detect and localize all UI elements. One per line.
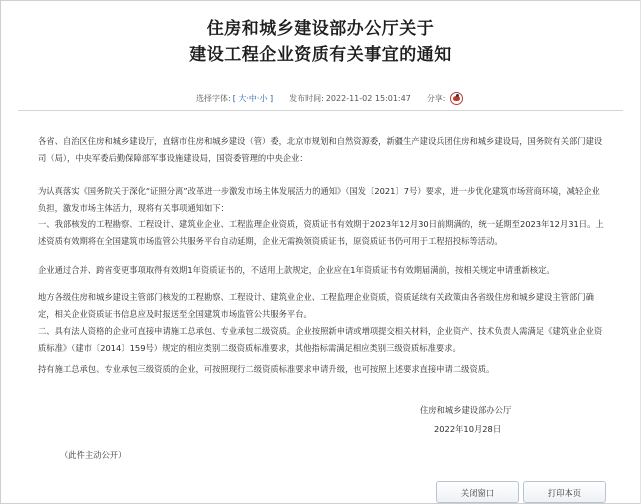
merger-paragraph: 企业通过合并、跨省变更事项取得有效期1年资质证书的，不适用上款规定，企业应在1年资质证书有效期届满前，按相关规定申请重新核定。 xyxy=(38,265,555,275)
publish-time-label: 发布时间: xyxy=(289,93,324,103)
share-label: 分享: xyxy=(426,93,446,103)
publish-time-value: 2022-11-02 15:01:47 xyxy=(325,93,411,103)
font-bracket-open: [ xyxy=(232,93,236,103)
item-two-paragraph: 二、具有法人资格的企业可直接申请施工总承包、专业承包二级资质。企业按照新申请或增项提交相关材料，企业资产、技术负责人需满足《建筑业企业资质标准》（建市〔2014〕159号）规定的相应类别二级资质标准要求，其他指标需满足相应类别三级资质标准要求。 xyxy=(38,326,603,353)
font-size-large-link[interactable]: 大 xyxy=(238,93,247,103)
font-size-selector xyxy=(233,93,273,104)
page-title-line-2: 建设工程企业资质有关事宜的通知 xyxy=(189,45,452,65)
font-bracket-close: ] xyxy=(270,93,274,103)
font-separator: · xyxy=(256,93,260,103)
local-authority-paragraph: 地方各级住房和城乡建设主管部门核发的工程勘察、工程设计、建筑业企业、工程监理企业资质，资质延续有关政策由各省级住房和城乡建设主管部门确定，相关企业资质证书信息应及时报送至全国建筑市场监管公共服务平台。 xyxy=(38,292,594,319)
addressees-paragraph: 各省、自治区住房和城乡建设厅，直辖市住房和城乡建设（管）委，北京市规划和自然资源委，新疆生产建设兵团住房和城乡建设局，国务院有关部门建设司（局），中央军委后勤保障部军事设施建设局，国资委管理的中央企业： xyxy=(38,136,603,163)
weibo-share-icon[interactable] xyxy=(450,92,463,105)
item-one-paragraph: 一、我部核发的工程勘察、工程设计、建筑业企业、工程监理企业资质，资质证书有效期于2023年12月30日前期满的，统一延期至2023年12月31日。上述资质有效期将在全国建筑市场监管公共服务平台自动延期，企业无需换领资质证书，原资质证书仍可用于工程招投标等活动。 xyxy=(38,219,604,246)
font-separator: · xyxy=(246,93,249,103)
print-page-button[interactable]: 打印本页 xyxy=(523,481,606,503)
font-size-label: 选择字体: xyxy=(196,93,231,103)
page-title-line-1: 住房和城乡建设部办公厅关于 xyxy=(206,19,435,39)
font-size-small-link[interactable]: 小 xyxy=(259,93,268,103)
close-window-button[interactable]: 关闭窗口 xyxy=(436,481,519,503)
upgrade-paragraph: 持有施工总承包、专业承包三级资质的企业，可按照现行二级资质标准要求申请升级，也可按照上述要求直接申请二级资质。 xyxy=(38,364,495,374)
public-disclosure-note: （此件主动公开） xyxy=(60,450,127,460)
font-size-medium-link[interactable]: 中 xyxy=(248,93,257,103)
article-meta xyxy=(196,91,463,105)
header-divider xyxy=(18,110,623,111)
issuer-signature: 住房和城乡建设部办公厅 xyxy=(420,405,512,415)
intro-paragraph: 为认真落实《国务院关于深化“证照分离”改革进一步激发市场主体发展活力的通知》（国发〔2021〕7号）要求，进一步优化建筑市场营商环境，减轻企业负担，激发市场主体活力，现将有关事项通知如下： xyxy=(38,186,600,213)
issue-date: 2022年10月28日 xyxy=(434,424,502,434)
